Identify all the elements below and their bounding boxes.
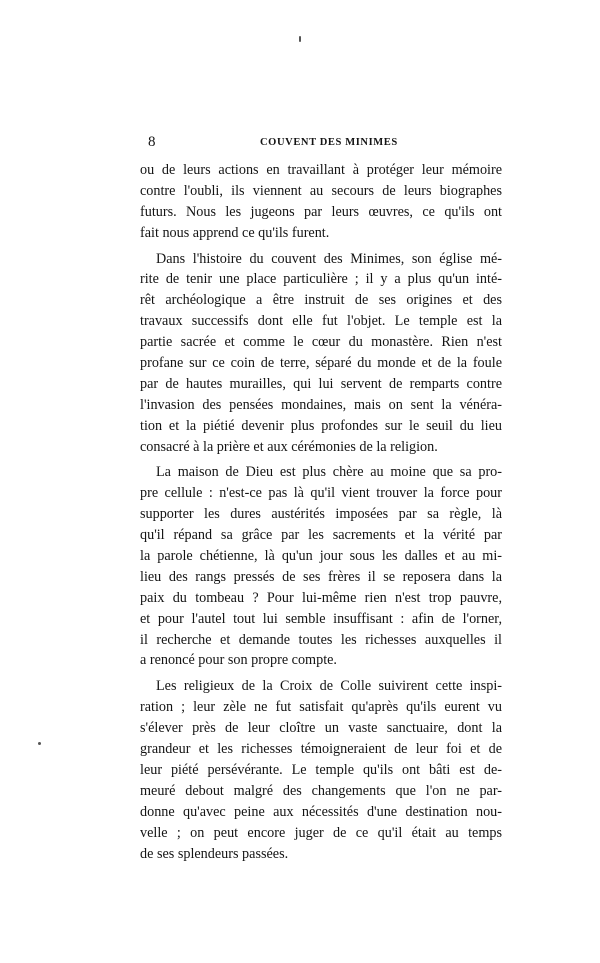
text-line: l'invasion des pensées mondaines, mais on sent la vénéra- xyxy=(140,396,502,413)
text-line: s'élever près de leur cloître un vaste sanctuaire, dont la xyxy=(140,720,502,737)
page-header xyxy=(140,134,504,152)
text-line: pre cellule : n'est-ce pas là qu'il vient trouver la force pour xyxy=(140,485,502,502)
ink-speck xyxy=(38,742,41,745)
text-line: futurs. Nous les jugeons par leurs œuvres, ce qu'ils ont xyxy=(140,203,502,220)
text-line: de ses splendeurs passées. xyxy=(140,845,289,862)
text-line: supporter les dures austérités imposées par sa règle, là xyxy=(140,506,502,523)
text-line: grandeur et les richesses témoigneraient de leur foi et de xyxy=(140,741,502,758)
text-line: la parole chétienne, là qu'un jour sous les dalles et au mi- xyxy=(140,548,502,565)
paragraph xyxy=(140,249,502,458)
text-line: leur piété persévérante. Le temple qu'ils ont bâti est de- xyxy=(140,761,502,778)
paragraph xyxy=(140,676,502,864)
paragraph xyxy=(140,160,502,244)
text-line: fait nous apprend ce qu'ils furent. xyxy=(140,224,330,241)
text-line: par de hautes murailles, qui lui servent de remparts contre xyxy=(140,375,502,392)
text-line: paix du tombeau ? Pour lui-même rien n'est trop pauvre, xyxy=(140,589,502,606)
text-line: rite de tenir une place particulière ; il y a plus qu'un inté- xyxy=(140,271,502,288)
ink-speck xyxy=(299,36,301,42)
text-line: donne qu'avec peine aux nécessités d'une destination nou- xyxy=(140,803,502,820)
text-line: meuré debout malgré des changements que l'on ne par- xyxy=(140,782,502,799)
page-number: 8 xyxy=(148,134,156,150)
text-line: a renoncé pour son propre compte. xyxy=(140,652,337,669)
text-line: partie sacrée et comme le cœur du monastère. Rien n'est xyxy=(140,334,502,351)
running-head: COUVENT DES MINIMES xyxy=(260,137,398,148)
text-line: il recherche et demande toutes les richesses auxquelles il xyxy=(140,631,502,648)
text-line: tion et la piétié devenir plus profondes sur le seuil du lieu xyxy=(140,417,502,434)
body-text xyxy=(140,160,502,869)
text-line: ou de leurs actions en travaillant à protéger leur mémoire xyxy=(140,162,502,178)
text-line: lieu des rangs pressés de ses frères il se reposera dans la xyxy=(140,568,502,585)
text-line: Dans l'histoire du couvent des Minimes, son église mé- xyxy=(156,250,502,267)
text-line: ration ; leur zèle ne fut satisfait qu'après qu'ils eurent vu xyxy=(140,699,502,716)
text-line: rêt archéologique a être instruit de ses origines et des xyxy=(140,292,502,309)
text-line: contre l'oubli, ils viennent au secours de leurs biographes xyxy=(140,182,502,199)
text-line: velle ; on peut encore juger de ce qu'il était au temps xyxy=(140,824,502,841)
text-line: Les religieux de la Croix de Colle suivirent cette inspi- xyxy=(156,678,502,695)
paragraph xyxy=(140,462,502,671)
text-line: La maison de Dieu est plus chère au moine que sa pro- xyxy=(156,464,502,481)
text-line: qu'il répand sa grâce par les sacrements et la vérité par xyxy=(140,527,502,544)
text-line: travaux successifs dont elle fut l'objet. Le temple est la xyxy=(140,313,502,330)
text-line: profane sur ce coin de terre, séparé du monde et de la foule xyxy=(140,355,502,372)
text-line: et pour l'autel tout lui semble insuffisant : afin de l'orner, xyxy=(140,610,502,627)
text-line: consacré à la prière et aux cérémonies de la religion. xyxy=(140,438,438,455)
